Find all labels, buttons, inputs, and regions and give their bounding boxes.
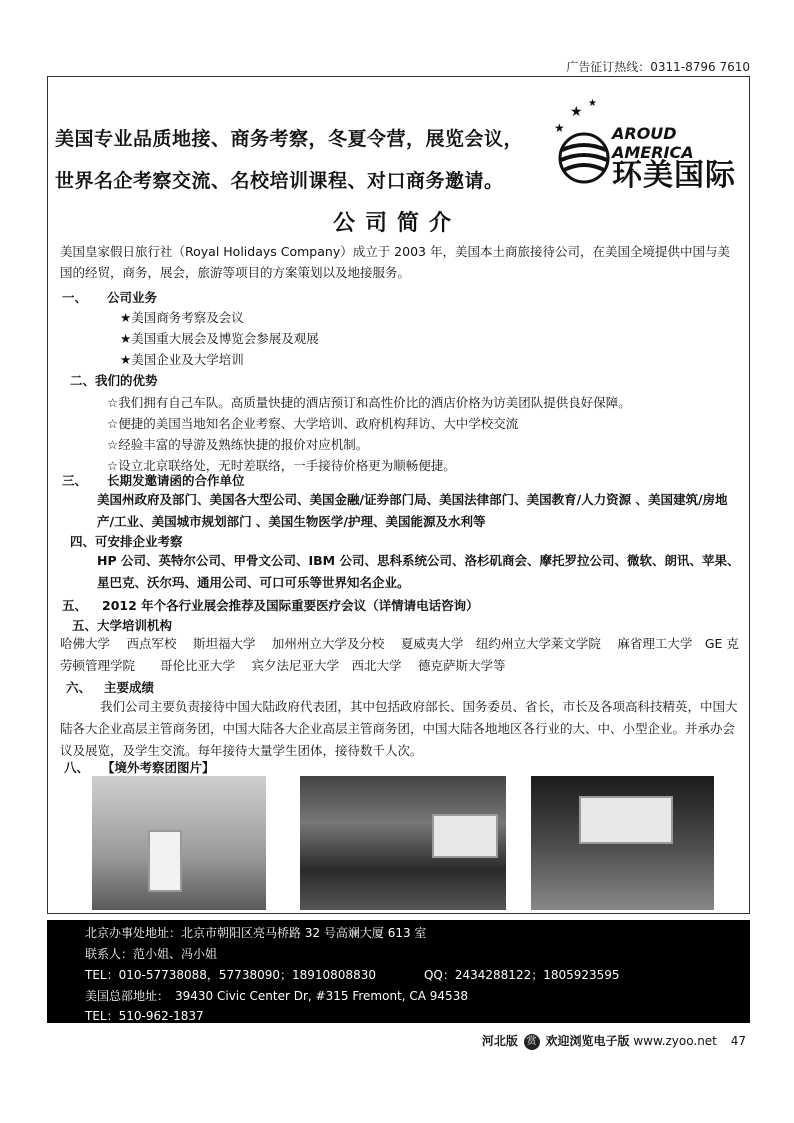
svg-text:★: ★ bbox=[588, 98, 597, 109]
section-4-text: HP 公司、英特尔公司、甲骨文公司、IBM 公司、思科系统公司、洛杉矶商会、摩托罗拉公司、微软、朗讯、苹果、星巴克、沃尔玛、通用公司、可口可乐等世界知名企业。 bbox=[97, 553, 740, 590]
logo-english-name: AROUD AMERICA bbox=[612, 124, 694, 162]
section-1-number: 一、 bbox=[62, 290, 88, 305]
section-6-text: 我们公司主要负责接待中国大陆政府代表团，其中包括政府部长、国务委员、省长，市长及各项高科技精英，中国大陆各大企业高层主管商务团，中国大陆各大企业高层主管商务团，中国大陆各地地区各行业的大、中、小型企业。并承办会议及展览，及学生交流。每年接待大量学生团体，接待数千人次。 bbox=[60, 699, 738, 758]
intro-paragraph: 美国皇家假日旅行社（Royal Holidays Company）成立于 2003 年，美国本土商旅接待公司，在美国全境提供中国与美国的经贸，商务，展会，旅游等项目的方案策划以及地接服务。 bbox=[60, 244, 730, 280]
section-8-number: 八、 bbox=[64, 760, 90, 775]
beijing-office-address: 北京办事处地址：北京市朝阳区亮马桥路 32 号高斓大厦 613 室 bbox=[85, 926, 427, 940]
section-1-item: ★美国重大展会及博览会参展及观展 bbox=[120, 331, 319, 346]
section-5b-title: 五、大学培训机构 bbox=[72, 618, 173, 633]
photo-projection-screen bbox=[432, 814, 498, 858]
page-footer bbox=[482, 1032, 746, 1050]
us-phone: TEL：510-962-1837 bbox=[85, 1009, 204, 1023]
section-4-title: 四、可安排企业考察 bbox=[70, 534, 183, 549]
welcome-text: 欢迎浏览电子版 bbox=[545, 1034, 630, 1048]
section-5-number: 五、 bbox=[62, 598, 88, 613]
website-link[interactable]: www.zyoo.net bbox=[633, 1034, 717, 1048]
section-2-title: 二、我们的优势 bbox=[70, 373, 158, 388]
svg-text:★: ★ bbox=[554, 121, 565, 135]
edition-label: 河北版 bbox=[481, 1034, 518, 1048]
section-6-number: 六、 bbox=[66, 680, 92, 695]
section-6-title: 主要成绩 bbox=[104, 680, 155, 695]
section-3-title: 长期发邀请函的合作单位 bbox=[107, 473, 245, 488]
us-hq-address: 美国总部地址： 39430 Civic Center Dr, #315 Fremont, CA 94538 bbox=[85, 989, 468, 1003]
section-2-item: ☆我们拥有自己车队。高质量快捷的酒店预订和高性价比的酒店价格为访美团队提供良好保障。 bbox=[107, 395, 631, 410]
badge-icon: 赏 bbox=[524, 1034, 540, 1050]
section-3-text: 美国州政府及部门、美国各大型公司、美国金融/证券部门局、美国法律部门、美国教育/人力资源 、美国建筑/房地产/工业、美国城市规划部门 、美国生物医学/护理、美国能源及水利等 bbox=[97, 492, 728, 529]
svg-text:★: ★ bbox=[570, 104, 583, 120]
company-logo bbox=[552, 88, 742, 208]
contact-persons: 联系人：范小姐、冯小姐 bbox=[85, 947, 218, 961]
photo-conference-hall bbox=[300, 776, 506, 910]
contact-footer bbox=[47, 920, 750, 1023]
beijing-phone-qq: TEL：010-57738088，57738090；18910808830 QQ：2434288122；1805923595 bbox=[85, 968, 620, 982]
photo-group-delegation bbox=[92, 776, 266, 910]
section-8-title: 【境外考察团图片】 bbox=[102, 760, 215, 775]
section-2-item: ☆经验丰富的导游及熟练快捷的报价对应机制。 bbox=[107, 437, 369, 452]
logo-chinese-name: 环美国际 bbox=[612, 158, 736, 193]
section-1-item: ★美国商务考察及会议 bbox=[120, 310, 244, 325]
section-5-title: 2012 年个各行业展会推荐及国际重要医疗会议（详情请电话咨询） bbox=[102, 598, 479, 613]
photo-scroll-painting bbox=[148, 830, 182, 892]
headline-line-2: 世界名企考察交流、名校培训课程、对口商务邀请。 bbox=[55, 170, 504, 192]
section-1-item: ★美国企业及大学培训 bbox=[120, 352, 244, 367]
photo-presentation-screen bbox=[579, 796, 673, 844]
page-title: 公司简介 bbox=[332, 211, 461, 236]
section-2-item: ☆便捷的美国当地知名企业考察、大学培训、政府机构拜访、大中学校交流 bbox=[107, 416, 519, 431]
globe-stars-icon bbox=[552, 88, 612, 208]
headline-line-1: 美国专业品质地接、商务考察，冬夏令营，展览会议， bbox=[55, 128, 524, 150]
ad-hotline: 广告征订热线：0311-8796 7610 bbox=[566, 60, 750, 74]
section-1-title: 公司业务 bbox=[107, 290, 158, 305]
section-2-item: ☆设立北京联络处，无时差联络，一手接待价格更为顺畅便捷。 bbox=[107, 458, 456, 473]
page-number: 47 bbox=[730, 1034, 746, 1048]
photo-meeting-room bbox=[531, 776, 714, 910]
section-3-number: 三、 bbox=[62, 473, 88, 488]
section-5b-text: 哈佛大学 西点军校 斯坦福大学 加州州立大学及分校 夏威夷大学 纽约州立大学莱文学院 麻省理工大学 GE 克劳顿管理学院 哥伦比亚大学 宾夕法尼亚大学 西北大学 德克萨斯大学等 bbox=[60, 636, 739, 673]
